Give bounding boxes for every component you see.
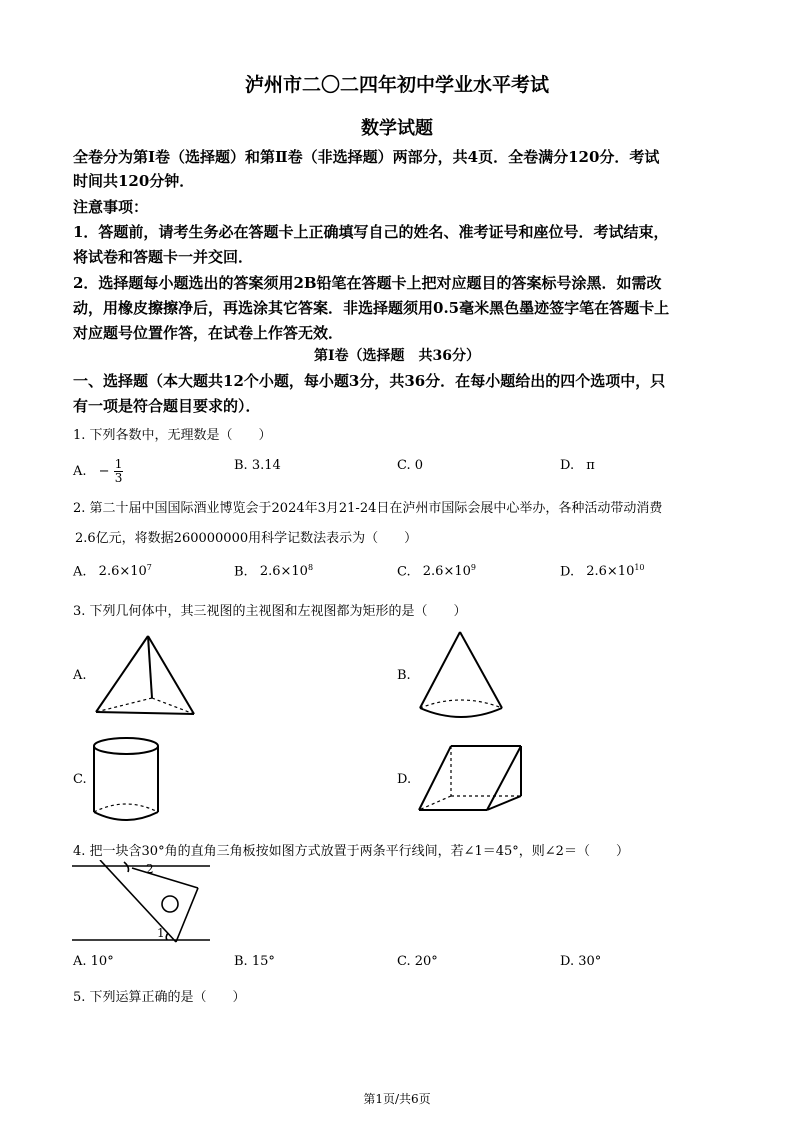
notice-2-line-3: 对应题号位置作答，在试卷上作答无效． bbox=[73, 324, 344, 342]
cone-figure bbox=[412, 628, 512, 724]
q1-a-minus: − bbox=[98, 464, 110, 479]
q3-option-b-label: B. bbox=[397, 668, 411, 683]
notice-1-line-1: 1．答题前，请考生务必在答题卡上正确填写自己的姓名、准考证号和座位号．考试结束， bbox=[73, 223, 669, 241]
exam-subtitle: 数学试题 bbox=[361, 118, 433, 139]
q1-a-fraction bbox=[114, 458, 124, 485]
q1-a-value bbox=[99, 458, 124, 485]
q2-c-exponent: 9 bbox=[470, 563, 476, 572]
exam-title: 泸州市二〇二四年初中学业水平考试 bbox=[244, 74, 549, 96]
page-footer: 第1页/共6页 bbox=[363, 1092, 431, 1106]
notice-2-line-1: 2．选择题每小题选出的答案须用2B铅笔在答题卡上把对应题目的答案标号涂黑．如需改 bbox=[73, 274, 662, 292]
section-1-line-1: 一、选择题（本大题共12个小题，每小题3分，共36分．在每小题给出的四个选项中，只 bbox=[73, 372, 666, 390]
q3-option-a-label: A. bbox=[73, 668, 87, 683]
q1-a-label: A. bbox=[73, 464, 87, 479]
section-1-line-2: 有一项是符合题目要求的）． bbox=[73, 397, 261, 415]
q1-stem: 1. 下列各数中，无理数是（ ） bbox=[73, 428, 272, 443]
q1-d-label: D. bbox=[560, 458, 575, 473]
q1-option-a bbox=[73, 458, 123, 485]
q1-d-value: π bbox=[586, 458, 595, 473]
q1-option-b: B. 3.14 bbox=[234, 458, 281, 473]
q2-stem-line-2: 2.6亿元，将数据260000000用科学记数法表示为（ ） bbox=[75, 531, 418, 546]
q1-option-d bbox=[560, 458, 595, 473]
triangle-ruler-figure bbox=[72, 860, 214, 944]
q2-a-exponent: 7 bbox=[146, 563, 152, 572]
q2-b-label: B. bbox=[234, 564, 248, 580]
q4-angle-1-label: 1 bbox=[157, 926, 165, 940]
q3-stem: 3. 下列几何体中，其三视图的主视图和左视图都为矩形的是（ ） bbox=[73, 604, 467, 619]
cylinder-figure bbox=[90, 734, 162, 826]
q2-a-label: A. bbox=[73, 564, 87, 580]
intro-line-1: 全卷分为第Ⅰ卷（选择题）和第Ⅱ卷（非选择题）两部分，共4页．全卷满分120分．考试 bbox=[73, 148, 660, 166]
q1-a-denominator: 3 bbox=[114, 471, 123, 485]
q2-a-base: 2.6×10 bbox=[98, 564, 147, 580]
q2-c-base: 2.6×10 bbox=[422, 564, 471, 580]
q2-option-b bbox=[234, 563, 313, 579]
q1-option-c: C. 0 bbox=[397, 458, 424, 473]
q4-stem: 4. 把一块含30°角的直角三角板按如图方式放置于两条平行线间，若∠1＝45°，则∠2＝（ ） bbox=[73, 844, 629, 859]
pyramid-figure bbox=[90, 632, 200, 722]
q4-option-d: D. 30° bbox=[560, 954, 602, 969]
notice-1-line-2: 将试卷和答题卡一并交回． bbox=[73, 248, 254, 266]
q4-option-c: C. 20° bbox=[397, 954, 438, 969]
q4-option-a: A. 10° bbox=[73, 954, 114, 969]
q2-b-base: 2.6×10 bbox=[259, 564, 308, 580]
q2-option-d bbox=[560, 563, 645, 579]
q3-option-c-label: C. bbox=[73, 772, 87, 787]
q2-c-label: C. bbox=[397, 564, 411, 580]
intro-line-2: 时间共120分钟． bbox=[73, 172, 195, 190]
q2-option-a bbox=[73, 563, 152, 579]
prism-figure bbox=[415, 740, 527, 822]
part-1-title: 第Ⅰ卷（选择题 共36分） bbox=[313, 348, 481, 364]
q2-option-c bbox=[397, 563, 476, 579]
q2-stem-line-1: 2. 第二十届中国国际酒业博览会于2024年3月21-24日在泸州市国际会展中心举办，各种活动带动消费 bbox=[73, 501, 663, 516]
q2-d-exponent: 10 bbox=[634, 563, 645, 572]
q2-d-label: D. bbox=[560, 564, 575, 580]
notice-2-line-2: 动，用橡皮擦擦净后，再选涂其它答案．非选择题须用0.5毫米黑色墨迹签字笔在答题卡上 bbox=[73, 299, 670, 317]
q2-d-base: 2.6×10 bbox=[586, 564, 635, 580]
q4-option-b: B. 15° bbox=[234, 954, 275, 969]
notice-heading: 注意事项： bbox=[73, 198, 149, 216]
q5-stem: 5. 下列运算正确的是（ ） bbox=[73, 990, 246, 1005]
q4-angle-2-label: 2 bbox=[146, 862, 154, 876]
q3-option-d-label: D. bbox=[397, 772, 412, 787]
q2-b-exponent: 8 bbox=[307, 563, 314, 572]
q1-a-numerator: 1 bbox=[114, 457, 123, 471]
